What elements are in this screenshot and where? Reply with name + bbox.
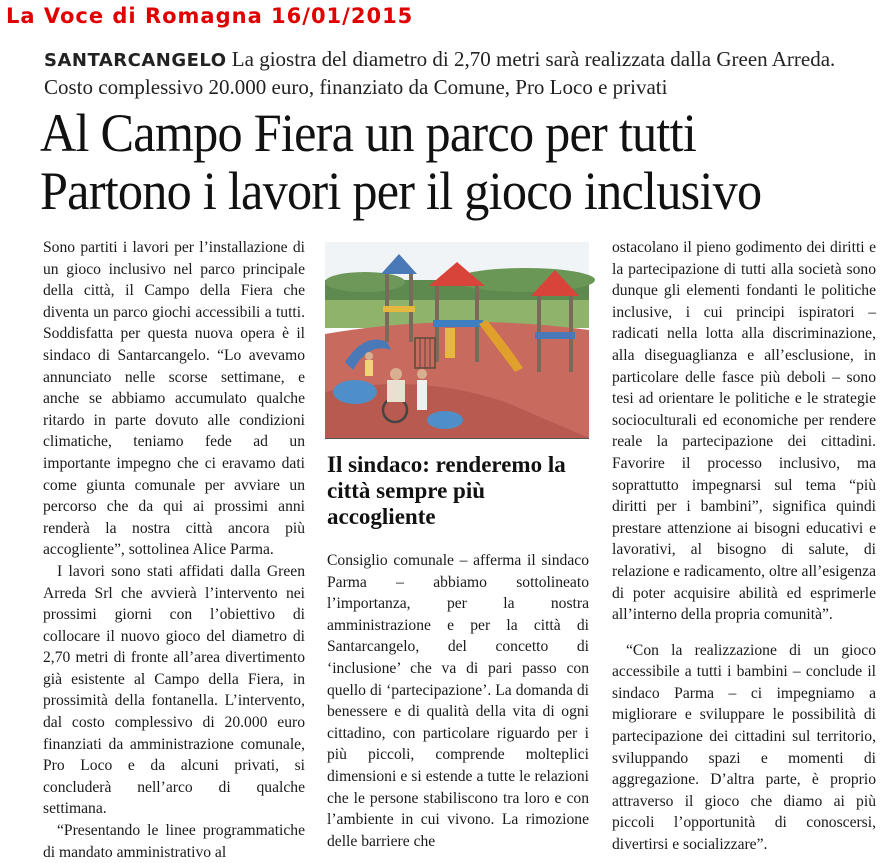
paragraph: Sono partiti i lavori per l’installazione di un gioco inclusivo nel parco principale della città, il Campo della Fiera che diventa un parco giochi accessibili a tutti. Soddisfatta per questa nuova opera è il sindaco di Santarcangelo. “Lo avevamo annunciato nelle scorse settimane, e anche se abbiamo accumulato qualche ritardo in parte dovuto alle condizioni climatiche, teniamo fede ad un importante impegno che ci eravamo dati come giunta comunale per avviare un percorso che da qui ai prossimi anni renderà la nostra città ancora più accogliente”, sottolinea Alice Parma. [43, 239, 305, 559]
paragraph: Consiglio comunale – afferma il sindaco Parma – abbiamo sottolineato l’importanza, per la nostra amministrazione e per la città di Santarcangelo, del concetto di ‘inclusione’ che va di pari passo con quello di ‘partecipazione’. La domanda di benessere e di qualità della vita di ogni cittadino, con particolare riguardo per i più piccoli, comprende molteplici dimensioni e si estende a tutte le relazioni che le persone stabiliscono tra loro e con l’ambiente in cui vivono. La rimozione delle barriere che [327, 552, 589, 850]
playground-illustration [325, 242, 589, 438]
kicker-place: SANTARCANGELO [44, 50, 227, 71]
headline-line-1: Al Campo Fiera un parco per tutti [40, 103, 697, 163]
playground-photo [325, 242, 589, 439]
article-column-2 [327, 550, 589, 852]
paragraph: I lavori sono stati affidati dalla Green Arreda Srl che avvierà l’intervento nei prossimi giorni con l’obiettivo di collocare il nuovo gioco del diametro di 2,70 metri di fronte all’area divertimento già esistente al Campo della Fiera, in prossimità della fontanella. L’intervento, dal costo complessivo di 20.000 euro finanziati da amministrazione comunale, Pro Loco e da alcuni privati, si concluderà nell’arco di qualche settimana. [43, 562, 305, 818]
paragraph: “Presentando le linee programmatiche di mandato amministrativo al [43, 822, 305, 861]
masthead: La Voce di Romagna 16/01/2015 [6, 4, 414, 28]
article-column-3 [612, 237, 876, 856]
paragraph: “Con la realizzazione di un gioco accessibile a tutti i bambini – conclude il sindaco Parma – ci impegniamo a migliorare e sviluppare le possibilità di partecipazione dei cittadini sul territorio, sviluppando spazi e momenti di aggregazione. D’altra parte, è proprio attraverso il gioco che diamo ai più piccoli l’opportunità di conoscersi, divertirsi e socializzare”. [612, 641, 876, 854]
paragraph: ostacolano il pieno godimento dei diritti e la partecipazione di tutti alla società sono dunque gli elementi fondanti le politiche inclusive, i cui principi ispiratori – radicati nella lotta alla discriminazione, alla diseguaglianza e all’esclusione, in particolare delle fasce più deboli – sono tesi ad orientare le politiche e le strategie socioculturali ed economiche per rendere reale la partecipazione dei cittadini. Favorire il processo inclusivo, ma soprattutto impegnarsi sul tema “più diritti per i bambini”, significa quindi prestare attenzione ai bisogni educativi e lavorativi, al bisogno di salute, di relazione e radicamento, oltre all’esigenza di poter acquisire abilità ed esprimerle all’interno della propria comunità”. [612, 239, 876, 624]
kicker-text: La giostra del diametro di 2,70 metri sarà realizzata dalla Green Arreda. Costo complessivo 20.000 euro, finanziato da Comune, Pro Loco e privati [44, 47, 836, 99]
article-column-1 [43, 237, 305, 863]
kicker [44, 46, 874, 100]
headline-line-2: Partono i lavori per il gioco inclusivo [40, 161, 762, 221]
headline [40, 104, 885, 220]
subheadline: Il sindaco: renderemo la città sempre più accogliente [327, 452, 566, 529]
